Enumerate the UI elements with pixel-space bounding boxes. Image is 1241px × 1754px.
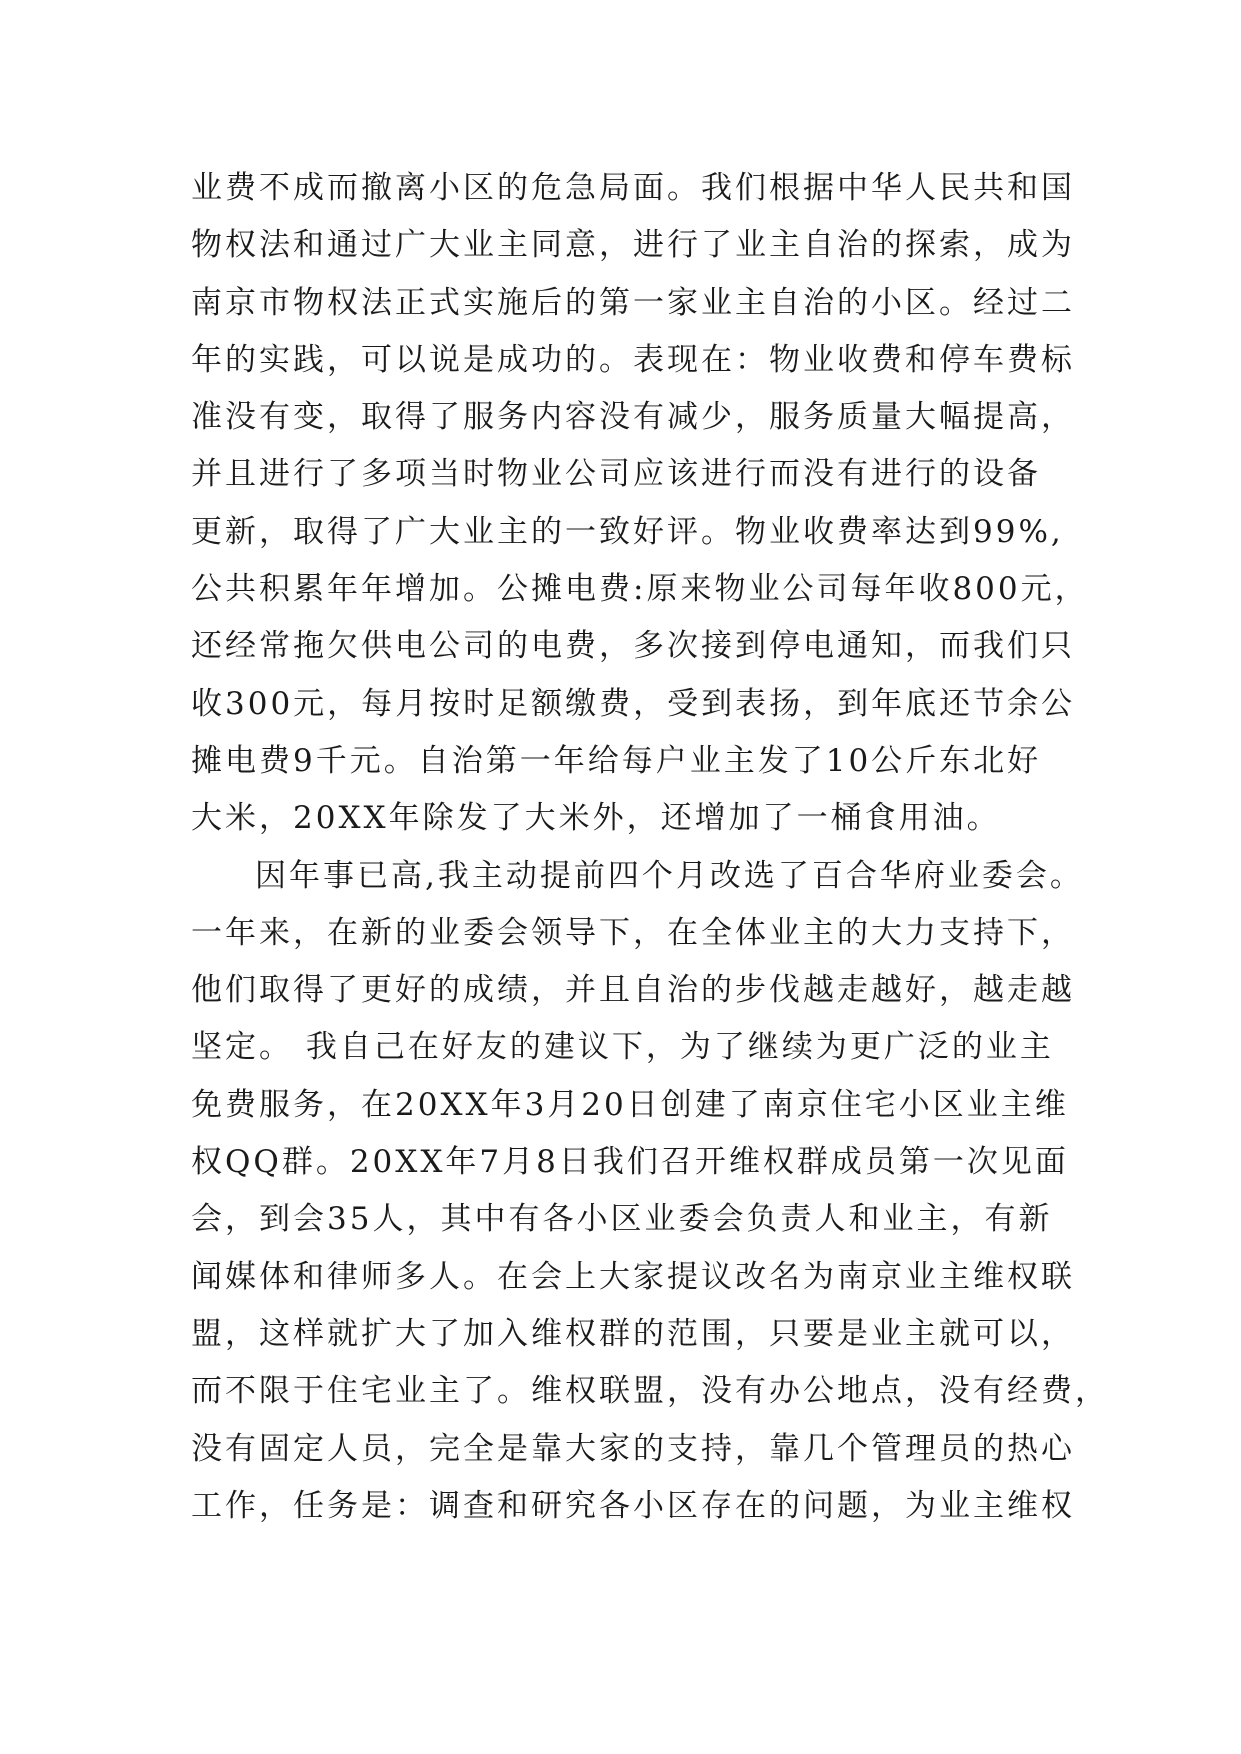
body-text [191, 160, 1109, 1535]
text-line: 南京市物权法正式实施后的第一家业主自治的小区。经过二 [191, 284, 1075, 321]
text-line: 业费不成而撤离小区的危急局面。我们根据中华人民共和国 [191, 170, 1075, 206]
text-line: 免费服务，在20XX年3月20日创建了南京住宅小区业主维 [191, 1086, 1069, 1123]
text-line: 而不限于住宅业主了。维权联盟，没有办公地点，没有经费， [191, 1373, 1109, 1410]
text-line: 工作，任务是：调查和研究各小区存在的问题，为业主维权 [191, 1487, 1075, 1524]
text-line-indented: 因年事已高,我主动提前四个月改选了百合华府业委会。 [255, 857, 1084, 894]
text-line: 准没有变，取得了服务内容没有减少，服务质量大幅提高， [191, 399, 1075, 436]
text-line: 权QQ群。20XX年7月8日我们召开维权群成员第一次见面 [191, 1144, 1069, 1181]
text-line: 物权法和通过广大业主同意，进行了业主自治的探索，成为 [191, 227, 1075, 264]
text-line: 摊电费9千元。自治第一年给每户业主发了10公斤东北好 [191, 742, 1042, 779]
text-line: 年的实践，可以说是成功的。表现在：物业收费和停车费标 [191, 341, 1075, 378]
text-line: 没有固定人员，完全是靠大家的支持，靠几个管理员的热心 [191, 1430, 1075, 1467]
text-line: 闻媒体和律师多人。在会上大家提议改名为南京业主维权联 [191, 1258, 1075, 1295]
text-line: 坚定。 我自己在好友的建议下，为了继续为更广泛的业主 [191, 1029, 1054, 1066]
text-line: 收300元，每月按时足额缴费，受到表扬，到年底还节余公 [191, 685, 1076, 722]
text-line: 他们取得了更好的成绩，并且自治的步伐越走越好，越走越 [191, 972, 1075, 1009]
text-line: 大米，20XX年除发了大米外，还增加了一桶食用油。 [191, 800, 1001, 837]
text-line: 公共积累年年增加。公摊电费:原来物业公司每年收800元， [191, 571, 1089, 608]
text-line: 会，到会35人，其中有各小区业委会负责人和业主，有新 [191, 1201, 1053, 1238]
text-line: 并且进行了多项当时物业公司应该进行而没有进行的设备 [191, 456, 1041, 493]
text-line: 盟，这样就扩大了加入维权群的范围，只要是业主就可以， [191, 1315, 1075, 1352]
paragraph-1 [191, 160, 1089, 848]
paragraph-2 [191, 848, 1109, 1536]
text-line: 一年来，在新的业委会领导下，在全体业主的大力支持下， [191, 914, 1075, 951]
text-line: 还经常拖欠供电公司的电费，多次接到停电通知，而我们只 [191, 628, 1075, 665]
text-line: 更新，取得了广大业主的一致好评。物业收费率达到99%, [191, 513, 1064, 550]
